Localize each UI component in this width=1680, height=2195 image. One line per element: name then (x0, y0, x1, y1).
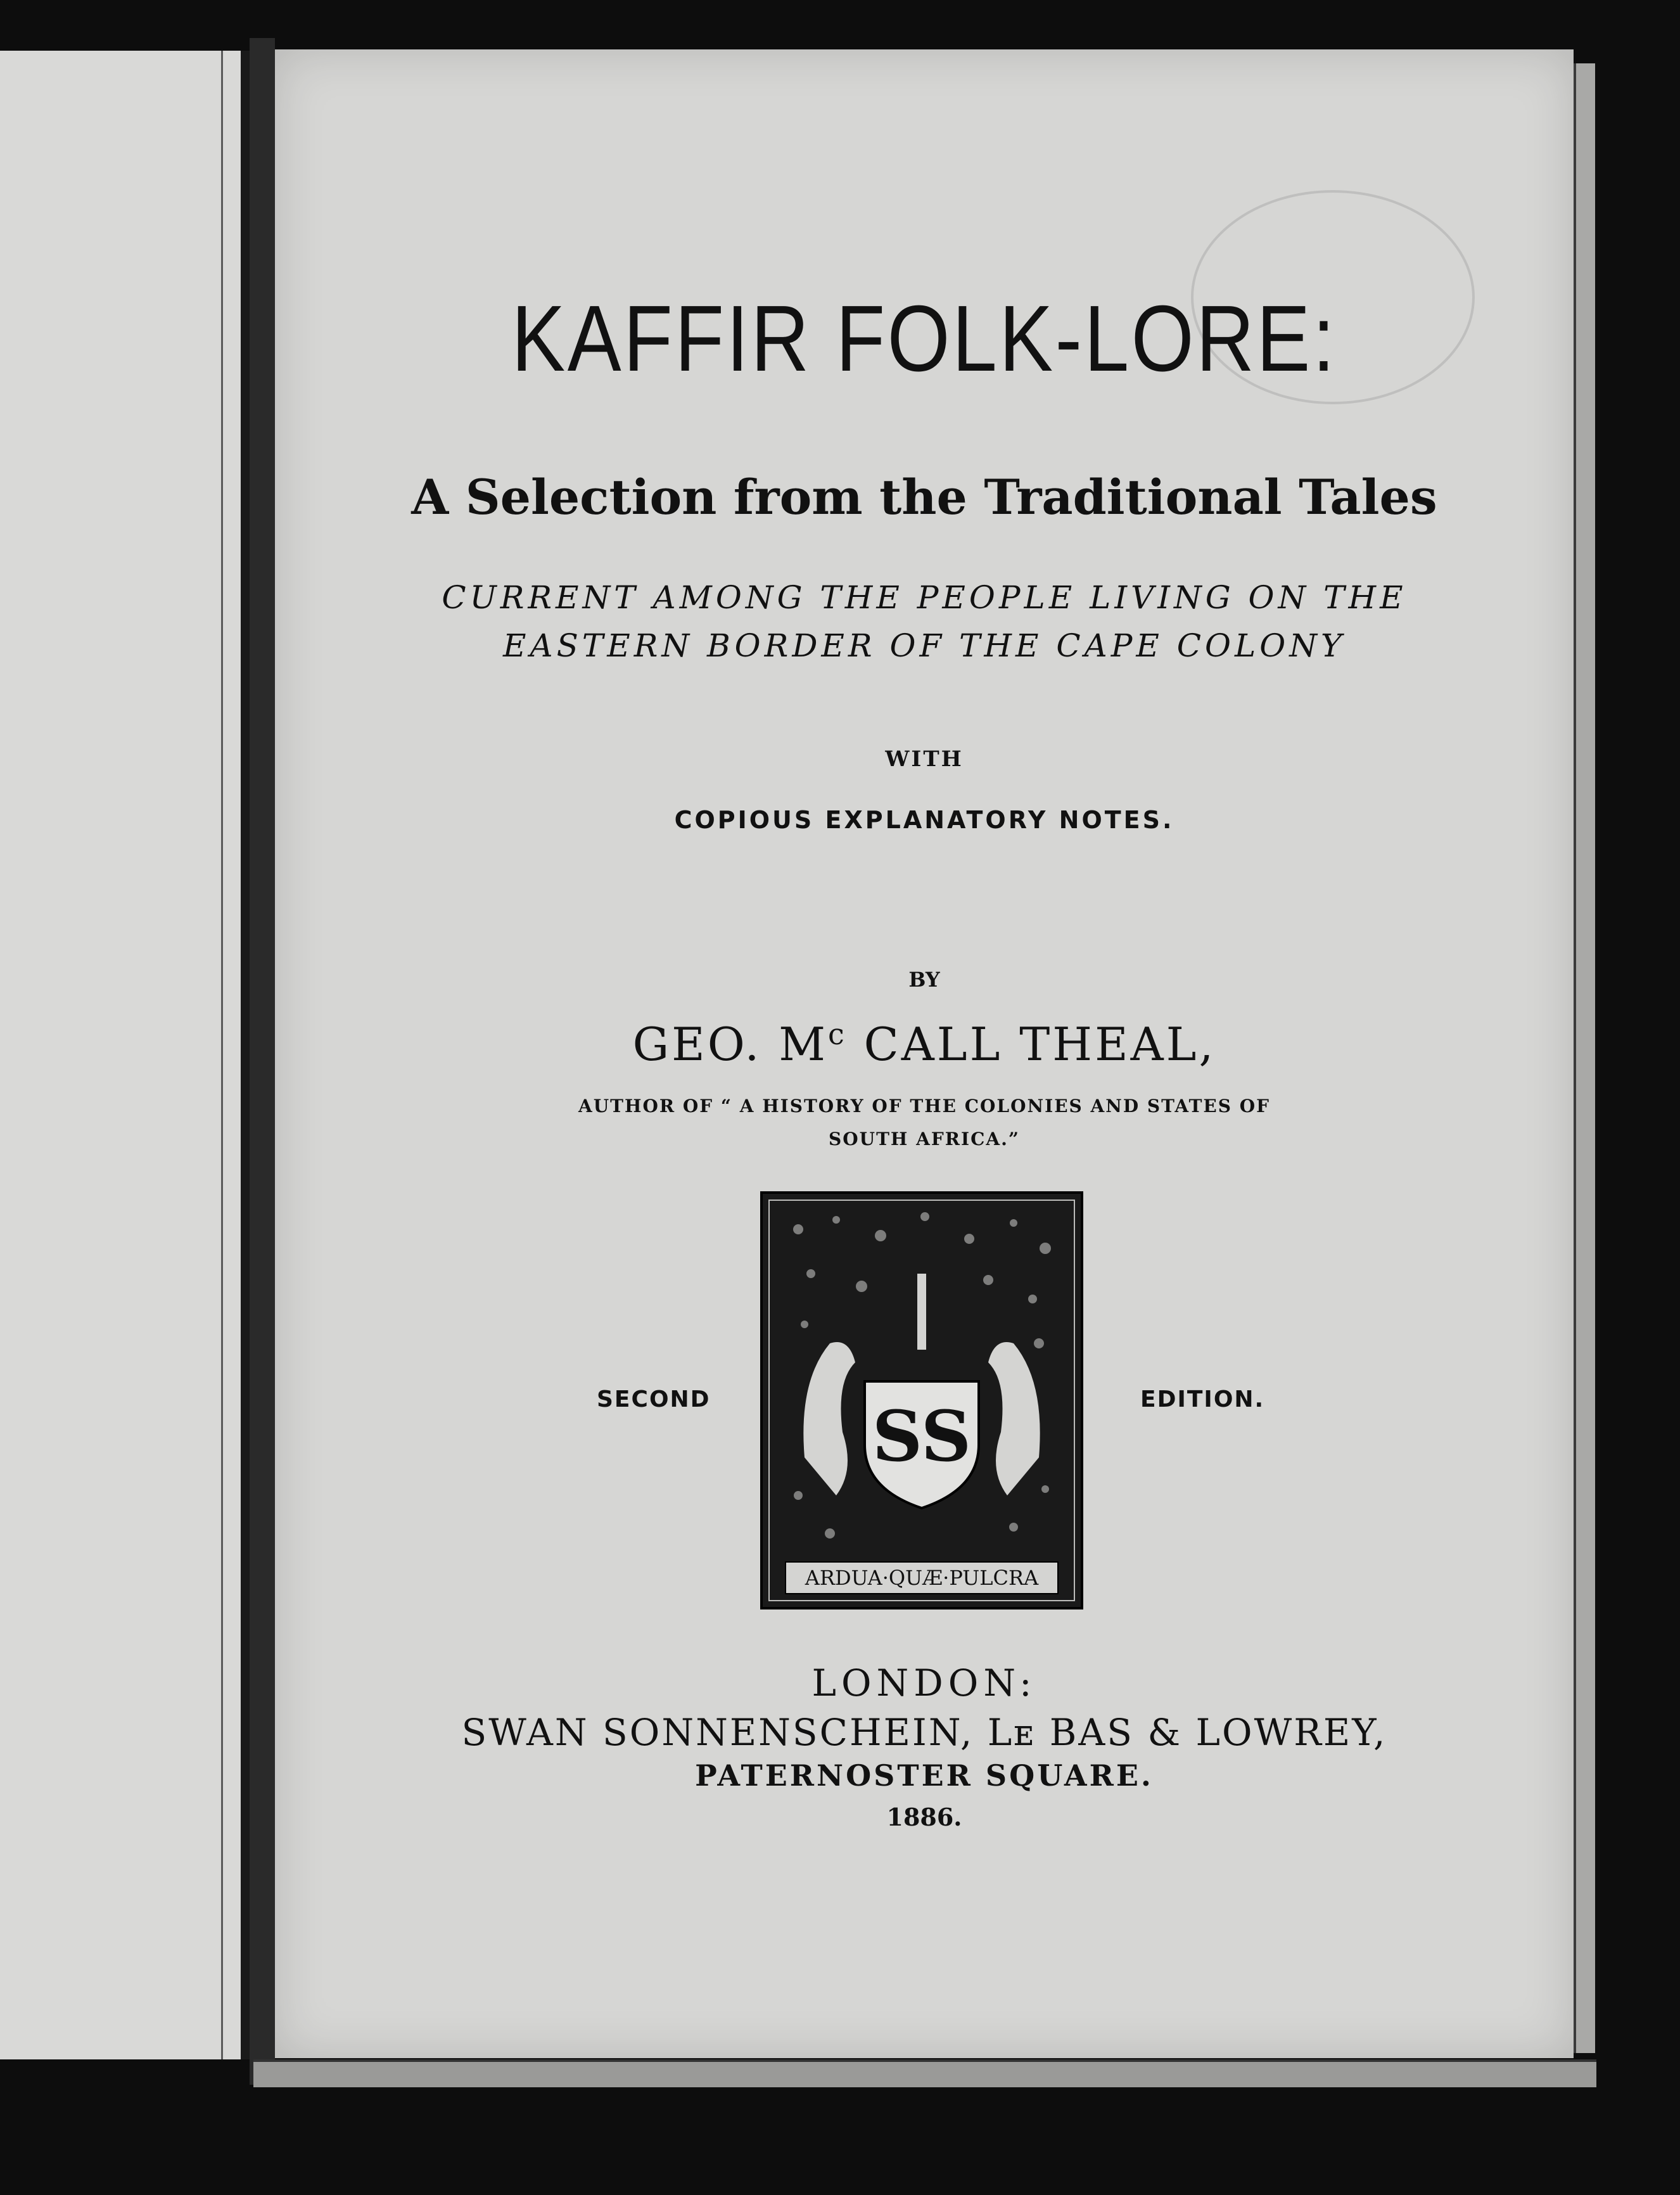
right-page-edge (1574, 63, 1595, 2053)
publisher-device (760, 1191, 1083, 1609)
imprint-publisher: SWAN SONNENSCHEIN, Lᴇ BAS & LOWREY, (461, 1711, 1387, 1754)
bottom-page-edge (253, 2059, 1596, 2087)
author-name-rest: CALL THEAL, (846, 1018, 1216, 1071)
imprint-city: LONDON: (811, 1661, 1037, 1705)
author-name-prefix: GEO. M (632, 1018, 829, 1071)
author-name (275, 1017, 1574, 1071)
by-text: BY (908, 968, 940, 992)
author-credentials-line-1: AUTHOR OF “ A HISTORY OF THE COLONIES AND STATES OF (578, 1096, 1270, 1117)
edition-right: EDITION. (1140, 1386, 1265, 1412)
book-spine (250, 38, 275, 2085)
edition-left: SECOND (597, 1386, 711, 1412)
author-credentials (275, 1090, 1574, 1156)
description-line-1: CURRENT AMONG THE PEOPLE LIVING ON THE (442, 579, 1407, 616)
author-credentials-line-2: SOUTH AFRICA.” (829, 1129, 1020, 1149)
publisher-device-emblem (760, 1191, 1083, 1609)
book-subtitle: A Selection from the Traditional Tales (411, 469, 1437, 525)
imprint-year: 1886. (886, 1803, 962, 1831)
subtitle-description (275, 573, 1574, 670)
device-motto: ARDUA·QUÆ·PULCRA (805, 1566, 1039, 1590)
notes-text: COPIOUS EXPLANATORY NOTES. (674, 806, 1174, 834)
author-name-superscript: c (828, 1017, 847, 1051)
with-text: WITH (885, 746, 964, 772)
left-page-edge (0, 51, 250, 2059)
book-title: KAFFIR FOLK-LORE: (511, 286, 1337, 391)
description-line-2: EASTERN BORDER OF THE CAPE COLONY (503, 627, 1346, 664)
imprint-address: PATERNOSTER SQUARE. (695, 1758, 1154, 1793)
device-monogram: SS (872, 1395, 972, 1477)
